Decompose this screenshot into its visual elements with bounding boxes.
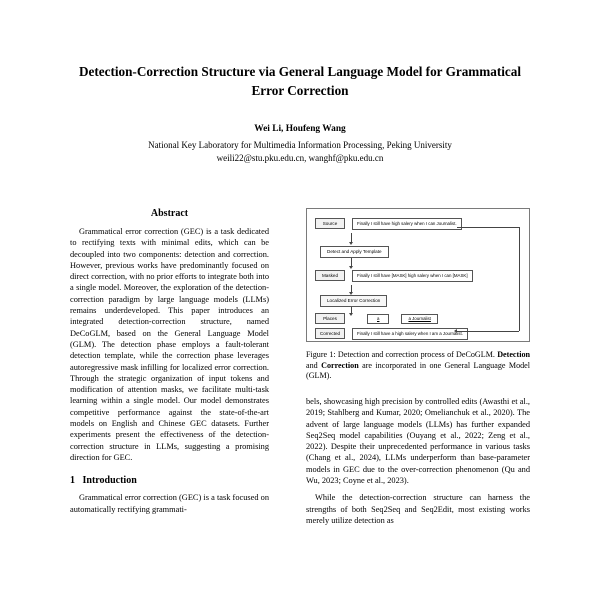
section-1-heading [70,475,269,486]
abstract-heading: Abstract [150,208,189,219]
figure-caption-tail: are incorporated in one General Language Model (GLM). [306,360,531,381]
source-label: Source [315,218,345,229]
masked-label: Masked [315,270,345,281]
author-emails: weili22@stu.pku.edu.cn, wanghf@pku.edu.cn [216,153,384,163]
place-token-2: a Journalist [401,314,437,324]
figure-caption-mid: and [306,360,318,370]
right-column [306,396,530,526]
affiliation: National Key Laboratory for Multimedia Information Processing, Peking University [148,140,452,150]
figure-masked-row [315,270,473,282]
places-label: Places [315,313,345,324]
section-1-number: 1 [70,475,75,487]
figure-source-row [315,218,462,230]
places-row [315,313,438,324]
introduction-text: Grammatical error correction (GEC) is a task focused on automatically rectifying grammati- [70,493,269,514]
localized-step-label: Localized Error Correction [320,295,387,307]
figure-caption-text: Detection and correction process of DeCoGLM. [337,350,495,359]
masked-sentence: Finally I still have [MASK] high salery when I can [MASK] [352,270,473,282]
corrected-sentence: Finally I still have a high salery when I am a Journalist. [352,328,468,340]
page-title: Detection-Correction Structure via General Language Model for Grammatical Error Correction [78,64,522,98]
figure-1 [306,208,530,342]
arrow-head-detect [349,242,353,245]
figure-arrow-head-left [454,329,457,333]
figure-top-line [457,227,519,228]
author-list: Wei Li, Houfeng Wang [254,124,346,134]
section-1-title: Introduction [82,475,137,487]
figure-detect-step [320,246,389,258]
arrow-head-masked [349,266,353,269]
figure-caption-bold-detection: Detection [497,350,530,359]
figure-corrected-row [315,328,468,340]
corrected-label: Corrected [315,328,345,339]
detect-step-label: Detect and Apply Template [320,246,389,258]
figure-localized-step [320,295,387,307]
figure-caption-bold-correction: Correction [321,360,359,370]
source-sentence: Finally I still have high salery when I can Journalist. [352,218,462,230]
place-token-1: a [367,314,389,324]
figure-side-line [519,227,520,331]
right-column-paragraph-1: bels, showcasing high precision by controlled edits (Awasthi et al., 2019; Stahlberg and Kumar, 2020; Omelianchuk et al., 2020). The advent of large language models (LLMs) has further expanded Seq2Seq model capabilities (Ouyang et al., 2022; Zeng et al., 2022). Despite their unprecedented performance in various tasks (Chang et al., 2024), LLMs underperform than base-parameter models in GEC due to the over-correction phenomenon (Qu and Wu, 2023; Coyne et al., 2023). [306,397,530,486]
right-column-paragraph-2: While the detection-correction structure can harness the strengths of both Seq2Seq and Seq2Edit, most existing works merely utilize detection as [306,493,530,525]
figure-caption-label: Figure 1: [306,350,336,359]
left-column [70,208,269,515]
figure-1-caption [306,350,530,382]
abstract-text: Grammatical error correction (GEC) is a task dedicated to rectifying texts with minimal edits, which can be decoupled into two components: detection and correction. However, previous works have predominantly focused on direct correction, with no prior efforts to integrate both into a single model. Moreover, the exploration of the detection-correction paradigm by large language models (LLMs) remains underdeveloped. This paper introduces an integrated detection-correction structure, named DeCoGLM, based on the General Language Model (GLM). The detection phase employs a fault-tolerant detection template, while the correction phase leverages autoregressive mask infilling for localized error correction. Through the strategic organization of input tokens and modification of attention masks, we facilitate multi-task learning within a single model. Our model demonstrates competitive performance against the state-of-the-art models on English and Chinese GEC datasets. Further experiments present the effectiveness of the detection-correction structure in LLMs, suggesting a promising direction for GEC. [70,227,269,462]
figure-bottom-line [457,331,519,332]
